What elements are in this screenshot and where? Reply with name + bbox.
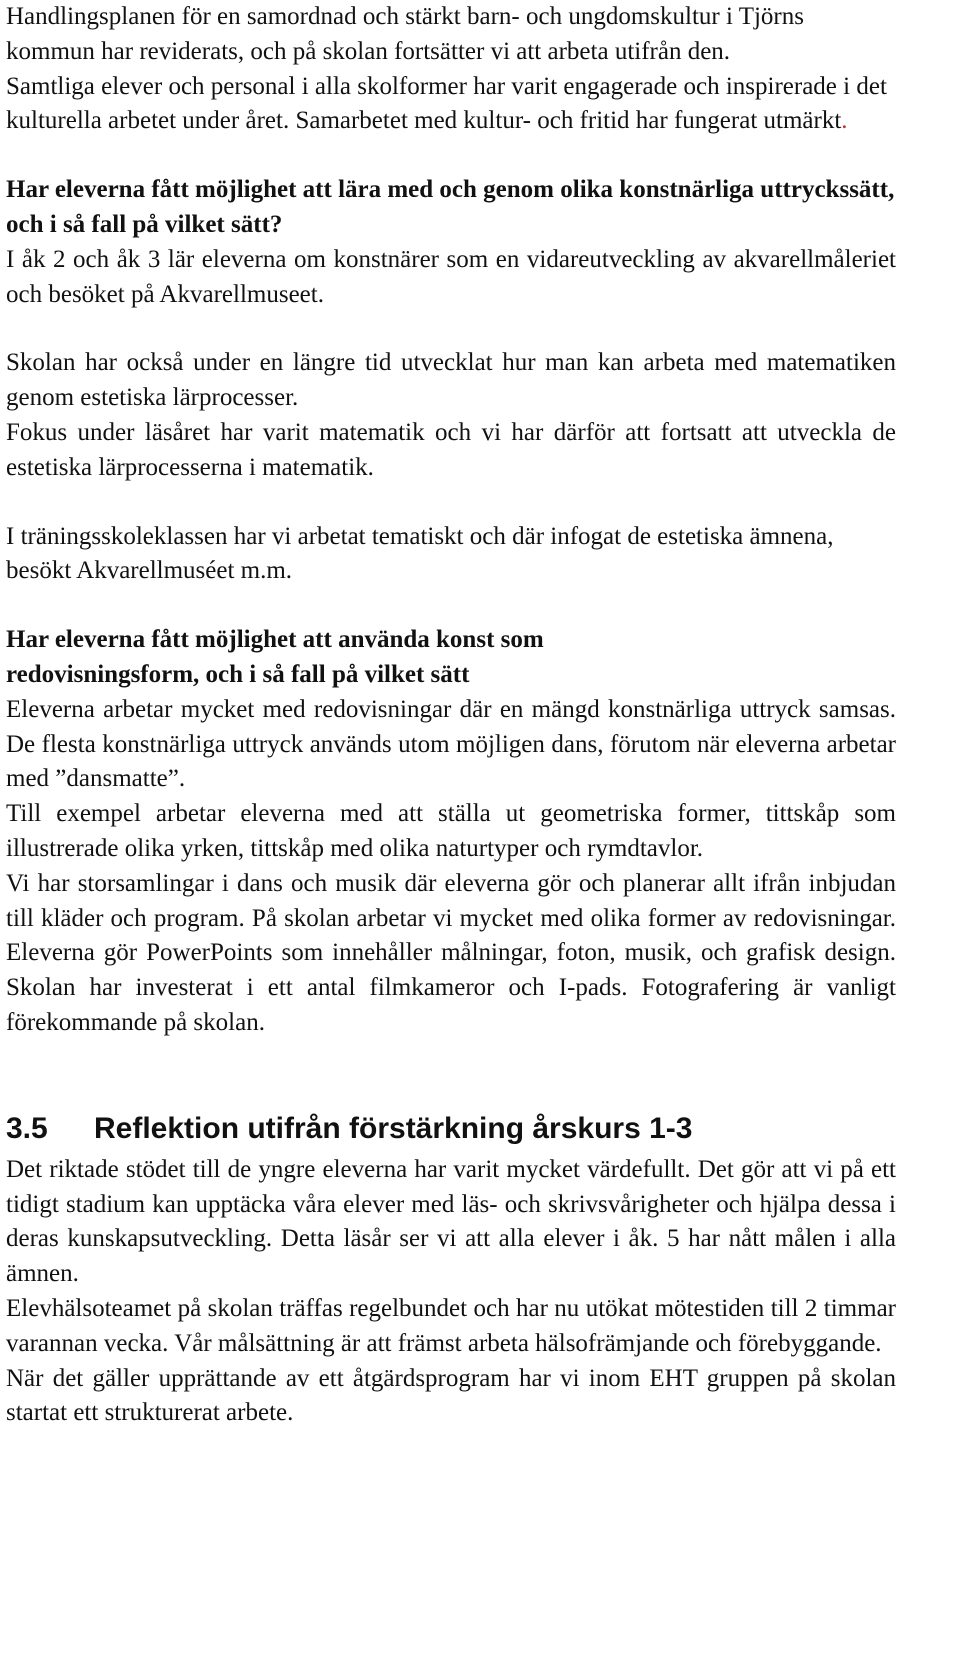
paragraph-action-programme: När det gäller upprättande av ett åtgärdsprogram har vi inom EHT gruppen på skolan startat ett strukturerat arbete.	[6, 1364, 896, 1427]
paragraph-presentations: Eleverna arbetar mycket med redovisningar där en mängd konstnärliga uttryck samsas. De flesta konstnärliga uttryck används utom möjligen dans, förutom när eleverna arbetar med ”dansmatte”.	[6, 695, 896, 793]
paragraph-targeted-support: Det riktade stödet till de yngre eleverna har varit mycket värdefullt. Det gör att vi på ett tidigt stadium kan upptäcka våra elever med läs- och skrivsvårigheter och hjälpa dessa i deras kunskapsutveckling. Detta läsår ser vi att alla elever i åk. 5 har nått målen i alla ämnen.	[6, 1155, 896, 1288]
paragraph-engagement-mark: .	[841, 107, 848, 135]
section-title: Reflektion utifrån förstärkning årskurs 1-3	[94, 1111, 693, 1145]
section-heading	[6, 1109, 896, 1149]
paragraph-training-school: I träningsskoleklassen har vi arbetat tematiskt och där infogat de estetiska ämnena, besökt Akvarellmuséet m.m.	[6, 522, 834, 585]
question-heading-art-as-presentation: Har eleverna fått möjlighet att använda konst som redovisningsform, och i så fall på vilket sätt	[6, 626, 544, 688]
paragraph-action-plan: Handlingsplanen för en samordnad och stärkt barn- och ungdomskultur i Tjörns kommun har reviderats, och på skolan fortsätter vi att arbeta utifrån den.	[6, 3, 804, 65]
paragraph-focus-mathematics: Fokus under läsåret har varit matematik och vi har därför att fortsatt att utveckla de estetiska lärprocesserna i matematik.	[6, 418, 896, 481]
document-page	[6, 0, 896, 1431]
paragraph-student-health-team: Elevhälsoteamet på skolan träffas regelbundet och har nu utökat mötestiden till 2 timmar varannan vecka. Vår målsättning är att främst arbeta hälsofrämjande och förebyggande.	[6, 1294, 896, 1357]
paragraph-assemblies: Vi har storsamlingar i dans och musik där eleverna gör och planerar allt ifrån inbjudan till kläder och program. På skolan arbetar vi mycket med olika former av redovisningar. Eleverna gör PowerPoints som innehåller målningar, foton, musik, och grafisk design. Skolan har investerat i ett antal filmkameror och I-pads. Fotografering är vanligt förekommande på skolan.	[6, 869, 896, 1036]
paragraph-engagement-text: Samtliga elever och personal i alla skolformer har varit engagerade och inspirerade i det kulturella arbetet under året. Samarbetet med kultur- och fritid har fungerat utmärkt	[6, 72, 887, 135]
paragraph-engagement	[6, 70, 896, 140]
paragraph-grade-2-3: I åk 2 och åk 3 lär eleverna om konstnärer som en vidareutveckling av akvarellmåleriet och besöket på Akvarellmuseet.	[6, 245, 896, 308]
paragraph-mathematics-aesthetics: Skolan har också under en längre tid utvecklat hur man kan arbeta med matematiken genom estetiska lärprocesser.	[6, 349, 896, 412]
question-heading-artistic-expression: Har eleverna fått möjlighet att lära med och genom olika konstnärliga uttryckssätt, och i så fall på vilket sätt?	[6, 176, 895, 238]
paragraph-exhibitions: Till exempel arbetar eleverna med att ställa ut geometriska former, tittskåp som illustrerade olika yrken, tittskåp med olika naturtyper och rymdtavlor.	[6, 800, 896, 862]
section-number: 3.5	[6, 1111, 48, 1145]
